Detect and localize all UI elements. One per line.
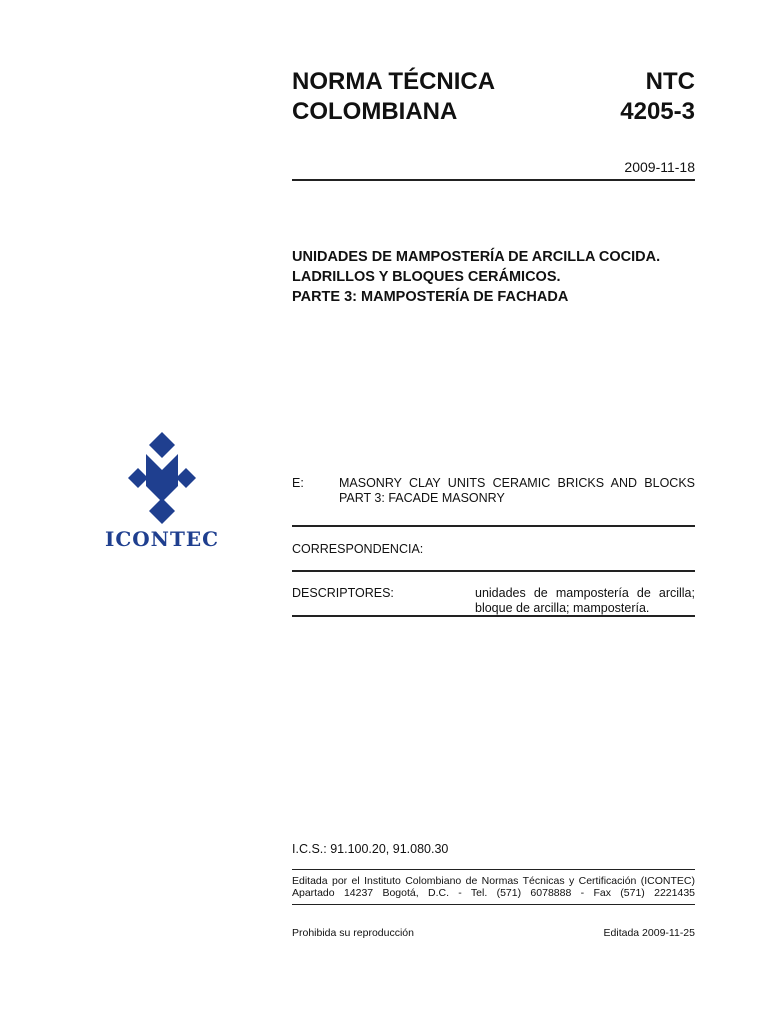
descriptors-label: DESCRIPTORES:: [292, 586, 394, 600]
edition-date: Editada 2009-11-25: [603, 927, 695, 939]
footer-divider: [292, 904, 695, 905]
correspondence-label: CORRESPONDENCIA:: [292, 542, 424, 556]
ics-code: I.C.S.: 91.100.20, 91.080.30: [292, 842, 449, 856]
document-title: [292, 67, 495, 127]
correspondence-divider: [292, 570, 695, 572]
icontec-logo-text: ICONTEC: [104, 527, 220, 551]
code-line-2: 4205-3: [620, 98, 695, 125]
header-divider: [292, 179, 695, 181]
subject-line-1: UNIDADES DE MAMPOSTERÍA DE ARCILLA COCIDA.: [292, 249, 661, 265]
code-line-1: NTC: [645, 68, 695, 95]
english-divider: [292, 525, 695, 527]
document-subject: [292, 247, 660, 307]
publisher-line-2: Apartado 14237 Bogotá, D.C. - Tel. (571) 6078888 - Fax (571) 2221435: [292, 887, 695, 899]
subject-line-2: LADRILLOS Y BLOQUES CERÁMICOS.: [292, 269, 561, 285]
english-title-label: E:: [292, 476, 304, 490]
publication-date: 2009-11-18: [624, 159, 695, 175]
publisher-line-1: Editada por el Instituto Colombiano de Normas Técnicas y Certificación (ICONTEC): [292, 875, 695, 887]
english-title-line-1: MASONRY CLAY UNITS CERAMIC BRICKS AND BLOCKS: [339, 476, 695, 490]
icontec-logo: [104, 430, 220, 551]
english-title: [339, 476, 695, 506]
descriptors-value: unidades de mampostería de arcilla; bloque de arcilla; mampostería.: [475, 586, 695, 615]
title-line-2: COLOMBIANA: [292, 98, 458, 125]
standard-code: [620, 67, 695, 127]
title-line-1: NORMA TÉCNICA: [292, 68, 496, 95]
icontec-logo-mark: [104, 430, 220, 526]
publisher-divider: [292, 869, 695, 870]
descriptors-divider: [292, 615, 695, 617]
reproduction-notice: Prohibida su reproducción: [292, 927, 414, 939]
publisher-info: [292, 875, 695, 899]
english-title-line-2: PART 3: FACADE MASONRY: [339, 491, 505, 505]
subject-line-3: PARTE 3: MAMPOSTERÍA DE FACHADA: [292, 289, 569, 305]
